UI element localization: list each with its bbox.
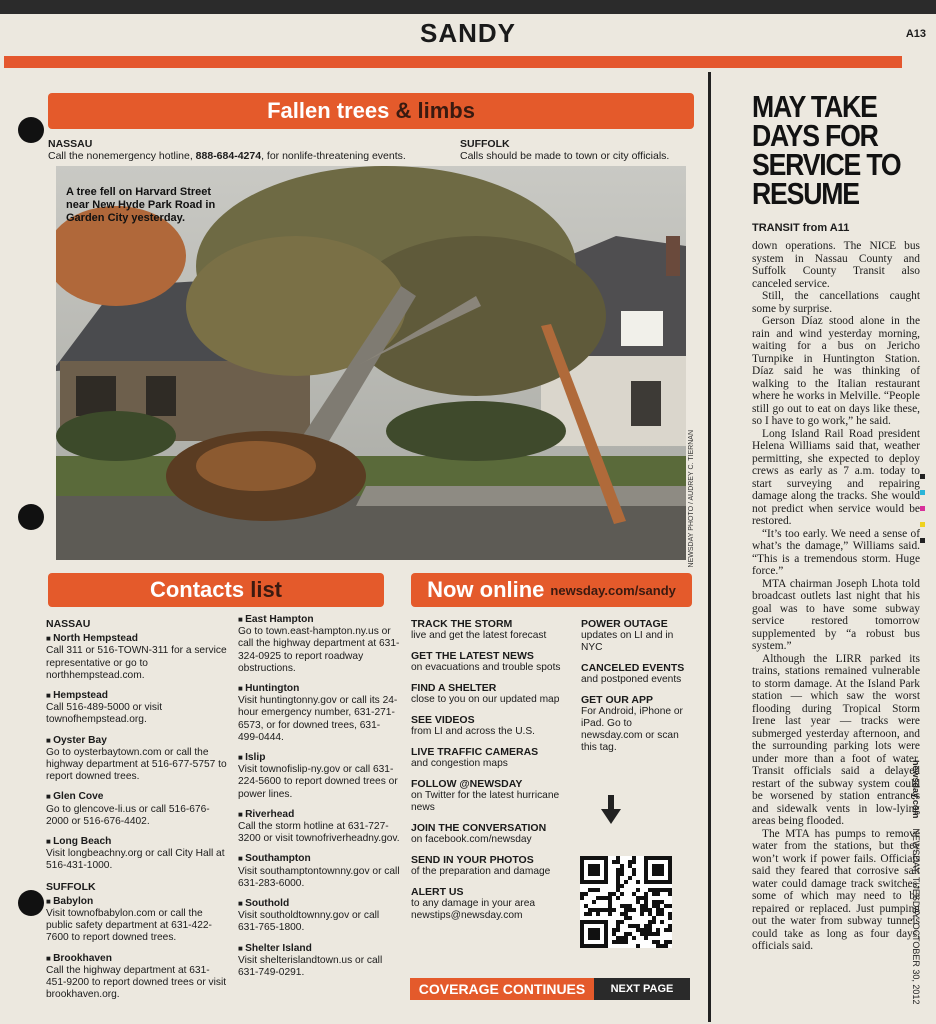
online-item-title: LIVE TRAFFIC CAMERAS xyxy=(411,746,539,758)
online-item-desc: to any damage in your area newstips@newsday.com xyxy=(411,898,536,921)
contact-name: ■ Glen Cove xyxy=(46,791,230,803)
contact-text: Call 516-489-5000 or visit townofhempstead.org. xyxy=(46,702,163,726)
photo-illustration xyxy=(56,166,686,560)
story-headline: MAY TAKE DAYS FOR SERVICE TO RESUME xyxy=(752,89,901,211)
suffolk-tree-info xyxy=(460,138,700,163)
qr-code[interactable] xyxy=(580,856,672,948)
orange-rule xyxy=(4,56,902,68)
contact-name: ■ Southold xyxy=(238,898,400,910)
banner-text: Contacts xyxy=(149,577,245,602)
contact-entry xyxy=(46,791,230,828)
contact-name: ■ East Hampton xyxy=(238,614,400,626)
story-paragraph: MTA chairman Joseph Lhota told broadcast outlets last night that his goal was to have some subway service restored tomorrow supplemented by “a robust bus system.” xyxy=(752,577,920,652)
contact-name: ■ Southampton xyxy=(238,853,400,865)
contact-entry xyxy=(238,614,400,675)
online-item-desc: close to you on our updated map xyxy=(411,694,560,705)
contact-entry xyxy=(46,896,230,945)
section-title: SANDY xyxy=(419,18,516,48)
online-item[interactable] xyxy=(581,618,693,654)
online-item[interactable] xyxy=(581,662,693,686)
qr-code-pattern xyxy=(580,856,672,948)
contact-text: Call the highway department at 631-451-9200 to report downed trees or visit brookhaven.org. xyxy=(46,964,227,1001)
banner-text-accent: list xyxy=(250,577,283,602)
down-arrow-icon xyxy=(601,795,621,825)
contact-entry xyxy=(46,836,230,873)
fallen-tree-photo xyxy=(56,166,686,560)
contact-name: ■ Babylon xyxy=(46,896,230,908)
contact-name: ■ Brookhaven xyxy=(46,953,230,965)
contact-text: Go to town.east-hampton.ny.us or call the highway department at 631-324-0925 to report roadway obstructions. xyxy=(238,626,400,674)
online-item[interactable] xyxy=(411,778,573,814)
coverage-label: COVERAGE CONTINUES xyxy=(410,978,594,1000)
banner-text: Now online xyxy=(427,577,545,602)
column-rule xyxy=(708,72,711,1022)
contact-text: Visit southoldtownny.gov or call 631-765-1800. xyxy=(238,910,380,934)
banner-url: newsday.com/sandy xyxy=(550,582,676,598)
contact-name: ■ Riverhead xyxy=(238,809,400,821)
online-column-2 xyxy=(581,618,693,762)
contact-text: Visit southamptontownny.gov or call 631-283-6000. xyxy=(238,865,400,889)
contact-name: ■ Shelter Island xyxy=(238,943,400,955)
suffolk-text: Calls should be made to town or city officials. xyxy=(460,150,670,162)
online-item-desc: and postponed events xyxy=(581,674,682,685)
online-item-title: FOLLOW @NEWSDAY xyxy=(411,778,523,790)
online-item[interactable] xyxy=(411,682,573,706)
story-paragraph: Gerson Díaz stood alone in the rain and wind yesterday morning, waiting for a bus on Jericho Turnpike in Huntington Station. Díaz said he was thinking of walking to the Italian restaurant where he works in Melville. “People still go out to eat on days like these, so I have to go work,” he said. xyxy=(752,315,920,427)
contact-entry xyxy=(46,633,230,682)
online-item-title: POWER OUTAGE xyxy=(581,618,668,630)
online-item-desc: on facebook.com/newsday xyxy=(411,834,532,845)
next-page-label: NEXT PAGE xyxy=(594,978,690,1000)
edge-date: NEWSDAY, TUESDAY, OCTOBER 30, 2012 xyxy=(911,828,921,1005)
story-paragraph: Still, the cancellations caught some by surprise. xyxy=(752,290,920,315)
nassau-text: Call the nonemergency hotline, 888-684-4274, for nonlife-threatening events. xyxy=(48,150,406,162)
contact-name: ■ Islip xyxy=(238,752,400,764)
contact-entry xyxy=(238,898,400,935)
binder-hole xyxy=(18,890,44,916)
online-item[interactable] xyxy=(411,886,573,922)
online-item[interactable] xyxy=(411,714,573,738)
fallen-trees-banner xyxy=(48,93,694,129)
contact-entry xyxy=(238,943,400,980)
contacts-county-head: SUFFOLK xyxy=(46,880,96,893)
contact-name: ■ North Hempstead xyxy=(46,633,230,645)
online-item-desc: and congestion maps xyxy=(411,758,508,769)
contacts-county-head: NASSAU xyxy=(46,618,91,630)
contact-text: Visit townofbabylon.com or call the public safety department at 631-422-7600 to report downed trees. xyxy=(46,908,212,944)
binder-hole xyxy=(18,117,44,143)
online-item[interactable] xyxy=(411,650,573,674)
top-edge xyxy=(0,0,936,14)
online-item-title: CANCELED EVENTS xyxy=(581,662,685,674)
contact-entry xyxy=(46,953,230,1002)
online-item-desc: For Android, iPhone or iPad. Go to newsday.com or scan this tag. xyxy=(581,706,683,753)
contacts-banner xyxy=(48,573,384,607)
online-item-desc: on evacuations and trouble spots xyxy=(411,662,561,673)
online-item-title: GET OUR APP xyxy=(581,694,653,706)
story-body xyxy=(752,240,920,953)
story-paragraph: Although the LIRR parked its trains, stations remained vulnerable to storm damage. At the Island Park station — which saw the worst flooding during Tropical Storm Irene last year — tracks were submerged yesterday afternoon, and the surrounding parking lots were under more than a foot of water. Transit officials said a delayed restart of the subway system could be worsened by station entrances and sidewalk vents in low-lying areas being flooded. xyxy=(752,652,920,827)
contact-text: Call 311 or 516-TOWN-311 for a service representative or go to northhempstead.com. xyxy=(46,645,227,681)
contacts-column-1 xyxy=(46,614,230,1009)
binder-hole xyxy=(18,504,44,530)
contact-text: Call the storm hotline at 631-727-3200 or visit townofriverheadny.gov. xyxy=(238,821,400,845)
contact-entry xyxy=(46,735,230,784)
edge-dateline xyxy=(911,760,921,1004)
photo-credit: NEWSDAY PHOTO / AUDREY C. TIERNAN xyxy=(688,430,695,568)
online-item-title: TRACK THE STORM xyxy=(411,618,513,630)
now-online-banner xyxy=(411,573,692,607)
contact-entry xyxy=(238,683,400,744)
nassau-tree-info xyxy=(48,138,448,163)
contact-name: ■ Huntington xyxy=(238,683,400,695)
page-number: A13 xyxy=(905,28,926,40)
story-jump: TRANSIT from A11 xyxy=(752,222,850,234)
contact-entry xyxy=(46,690,230,727)
story-paragraph: down operations. The NICE bus system in Nassau County and Suffolk County Transit also canceled service. xyxy=(752,240,920,290)
contact-text: Go to glencove-li.us or call 516-676-2000 or 516-676-4402. xyxy=(46,803,210,827)
online-item-desc: on Twitter for the latest hurricane news xyxy=(411,790,560,813)
online-item-desc: of the preparation and damage xyxy=(411,866,551,877)
story-paragraph: Long Island Rail Road president Helena Williams said that, weather permitting, she expected to deploy crews as early as 7 a.m. today to start surveying and repairing damage along the tracks. She would not predict when service would be restored. xyxy=(752,427,920,527)
online-item-title: SEE VIDEOS xyxy=(411,714,475,726)
online-item-title: FIND A SHELTER xyxy=(411,682,497,694)
contact-name: ■ Hempstead xyxy=(46,690,230,702)
online-item[interactable] xyxy=(411,746,573,770)
online-item-title: JOIN THE CONVERSATION xyxy=(411,822,547,834)
contacts-column-2 xyxy=(238,614,400,987)
online-item[interactable] xyxy=(411,822,573,846)
contact-entry xyxy=(238,752,400,801)
story-paragraph: The MTA has pumps to remove water from the stations, but they won’t work if power fails. Officials said they feared that corrosive salt water could damage track switches, some of which may need to be repaired or replaced. Just pumping out the water from subway tunnels could take as long as four days, officials said. xyxy=(752,827,920,952)
contact-text: Visit shelterislandtown.us or call 631-749-0291. xyxy=(238,954,383,979)
banner-text: Fallen trees xyxy=(267,98,390,123)
online-item-desc: from LI and across the U.S. xyxy=(411,726,536,737)
online-item[interactable] xyxy=(411,854,573,878)
online-item-desc: updates on LI and in NYC xyxy=(581,630,674,653)
banner-text-accent: & limbs xyxy=(395,98,475,123)
photo-caption: A tree fell on Harvard Street near New Hyde Park Road in Garden City yesterday. xyxy=(66,186,216,224)
online-item[interactable] xyxy=(411,618,573,642)
edge-site: newsday.com xyxy=(911,760,921,819)
contact-name: ■ Oyster Bay xyxy=(46,735,230,747)
contact-text: Visit longbeachny.org or call City Hall at 516-431-1000. xyxy=(46,848,225,872)
online-item-title: GET THE LATEST NEWS xyxy=(411,650,534,662)
online-item-title: ALERT US xyxy=(411,886,464,898)
contact-text: Visit townofislip-ny.gov or call 631-224-5600 to report downed trees or power lines. xyxy=(238,764,398,800)
online-item[interactable] xyxy=(581,694,693,754)
contact-entry xyxy=(238,809,400,846)
contact-text: Go to oysterbaytown.com or call the highway department at 516-677-5757 to report downed trees. xyxy=(46,746,227,783)
story-paragraph: “It’s too early. We need a sense of what’s the damage,” Williams said. “This is a tremendous storm. Huge force.” xyxy=(752,527,920,577)
online-item-title: SEND IN YOUR PHOTOS xyxy=(411,854,534,866)
contact-text: Visit huntingtonny.gov or call its 24-hour emergency number, 631-271-6573, or for downed trees, 631-499-0444. xyxy=(238,695,398,743)
nassau-label: NASSAU xyxy=(48,138,93,150)
online-item-desc: live and get the latest forecast xyxy=(411,630,547,641)
color-registration-marks xyxy=(920,474,925,554)
contact-name: ■ Long Beach xyxy=(46,836,230,848)
coverage-continues-bar[interactable] xyxy=(410,978,690,1000)
suffolk-label: SUFFOLK xyxy=(460,138,510,150)
contact-entry xyxy=(238,853,400,890)
online-column-1 xyxy=(411,618,573,930)
